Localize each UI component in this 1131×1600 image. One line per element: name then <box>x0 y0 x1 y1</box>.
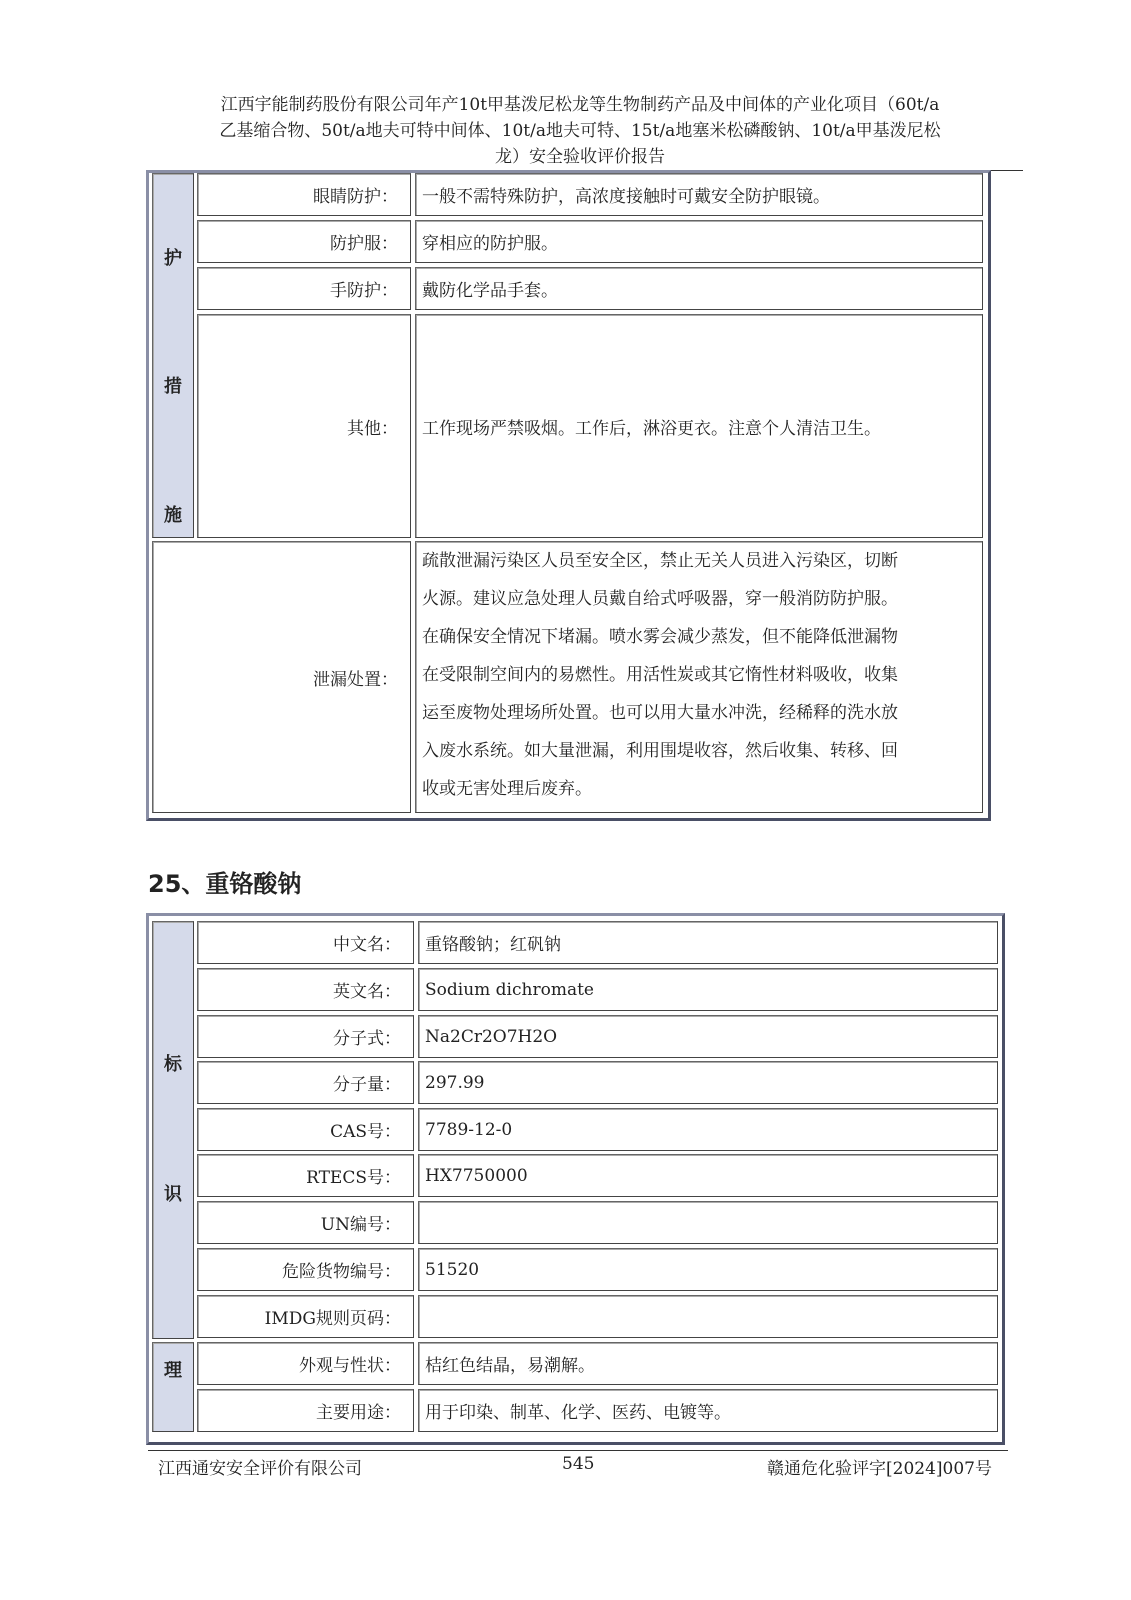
footer-company: 江西通安安全评价有限公司 <box>158 1459 362 1479</box>
chinese-name-label: 中文名： <box>197 921 414 964</box>
rtecs-value: HX7750000 <box>418 1154 998 1197</box>
side-char-biao: 标 <box>164 1054 182 1075</box>
imdg-page-value <box>418 1295 998 1338</box>
eye-protection-value: 一般不需特殊防护，高浓度接触时可戴安全防护眼镜。 <box>415 173 983 216</box>
side-char-shi: 识 <box>164 1184 182 1205</box>
protective-clothing-label: 防护服： <box>197 220 411 263</box>
appearance-value: 桔红色结晶，易潮解。 <box>418 1342 998 1385</box>
main-use-label: 主要用途： <box>197 1389 414 1432</box>
chinese-name-value: 重铬酸钠；红矾钠 <box>418 921 998 964</box>
formula-label: 分子式： <box>197 1015 414 1058</box>
english-name-label: 英文名： <box>197 968 414 1011</box>
footer-doc-number: 赣通危化验评字[2024]007号 <box>767 1459 992 1479</box>
leak-line: 收或无害处理后废弃。 <box>422 779 592 799</box>
header-title-line-1: 江西宇能制药股份有限公司年产10t甲基泼尼松龙等生物制药产品及中间体的产业化项目（60t/a <box>220 95 940 115</box>
appearance-label: 外观与性状： <box>197 1342 414 1385</box>
protective-clothing-value: 穿相应的防护服。 <box>415 220 983 263</box>
leak-line: 在受限制空间内的易燃性。用活性炭或其它惰性材料吸收，收集 <box>422 665 898 685</box>
leak-disposal-value <box>415 541 983 813</box>
header-title-line-3: 龙）安全验收评价报告 <box>495 147 665 167</box>
imdg-page-label: IMDG规则页码： <box>197 1295 414 1338</box>
other-measures-value: 工作现场严禁吸烟。工作后，淋浴更衣。注意个人清洁卫生。 <box>415 314 983 538</box>
page-header <box>150 92 1010 170</box>
header-title-line-2: 乙基缩合物、50t/a地夫可特中间体、10t/a地夫可特、15t/a地塞米松磷酸钠、10t/a甲基泼尼松 <box>219 121 941 141</box>
other-measures-label: 其他： <box>197 314 411 538</box>
leak-line: 运至废物处理场所处置。也可以用大量水冲洗，经稀释的洗水放 <box>422 703 898 723</box>
side-char-shi: 施 <box>164 505 182 526</box>
side-char-li: 理 <box>164 1360 182 1381</box>
cas-value: 7789-12-0 <box>418 1108 998 1151</box>
hand-protection-value: 戴防化学品手套。 <box>415 267 983 310</box>
cas-label: CAS号： <box>197 1108 414 1151</box>
footer-rule <box>148 1450 1008 1451</box>
physchem-side-cell <box>152 1342 194 1432</box>
leak-disposal-label: 泄漏处置： <box>152 541 411 813</box>
protection-side-cell <box>152 173 194 538</box>
un-number-value <box>418 1201 998 1244</box>
leak-line: 火源。建议应急处理人员戴自给式呼吸器，穿一般消防防护服。 <box>422 589 898 609</box>
section-title: 25、重铬酸钠 <box>148 870 302 898</box>
molecular-weight-value: 297.99 <box>418 1061 998 1104</box>
dangerous-goods-number-value: 51520 <box>418 1248 998 1291</box>
rtecs-label: RTECS号： <box>197 1154 414 1197</box>
dangerous-goods-number-label: 危险货物编号： <box>197 1248 414 1291</box>
molecular-weight-label: 分子量： <box>197 1061 414 1104</box>
formula-value: Na2Cr2O7H2O <box>418 1015 998 1058</box>
english-name-value: Sodium dichromate <box>418 968 998 1011</box>
leak-line: 疏散泄漏污染区人员至安全区，禁止无关人员进入污染区，切断 <box>422 551 898 571</box>
leak-line: 在确保安全情况下堵漏。喷水雾会减少蒸发，但不能降低泄漏物 <box>422 627 898 647</box>
identification-side-cell <box>152 921 194 1339</box>
eye-protection-label: 眼睛防护： <box>197 173 411 216</box>
leak-line: 入废水系统。如大量泄漏，利用围堤收容，然后收集、转移、回 <box>422 741 898 761</box>
hand-protection-label: 手防护： <box>197 267 411 310</box>
un-number-label: UN编号： <box>197 1201 414 1244</box>
side-char-hu: 护 <box>164 248 182 269</box>
main-use-value: 用于印染、制革、化学、医药、电镀等。 <box>418 1389 998 1432</box>
page-number: 545 <box>562 1454 595 1474</box>
side-char-cuo: 措 <box>164 376 182 397</box>
